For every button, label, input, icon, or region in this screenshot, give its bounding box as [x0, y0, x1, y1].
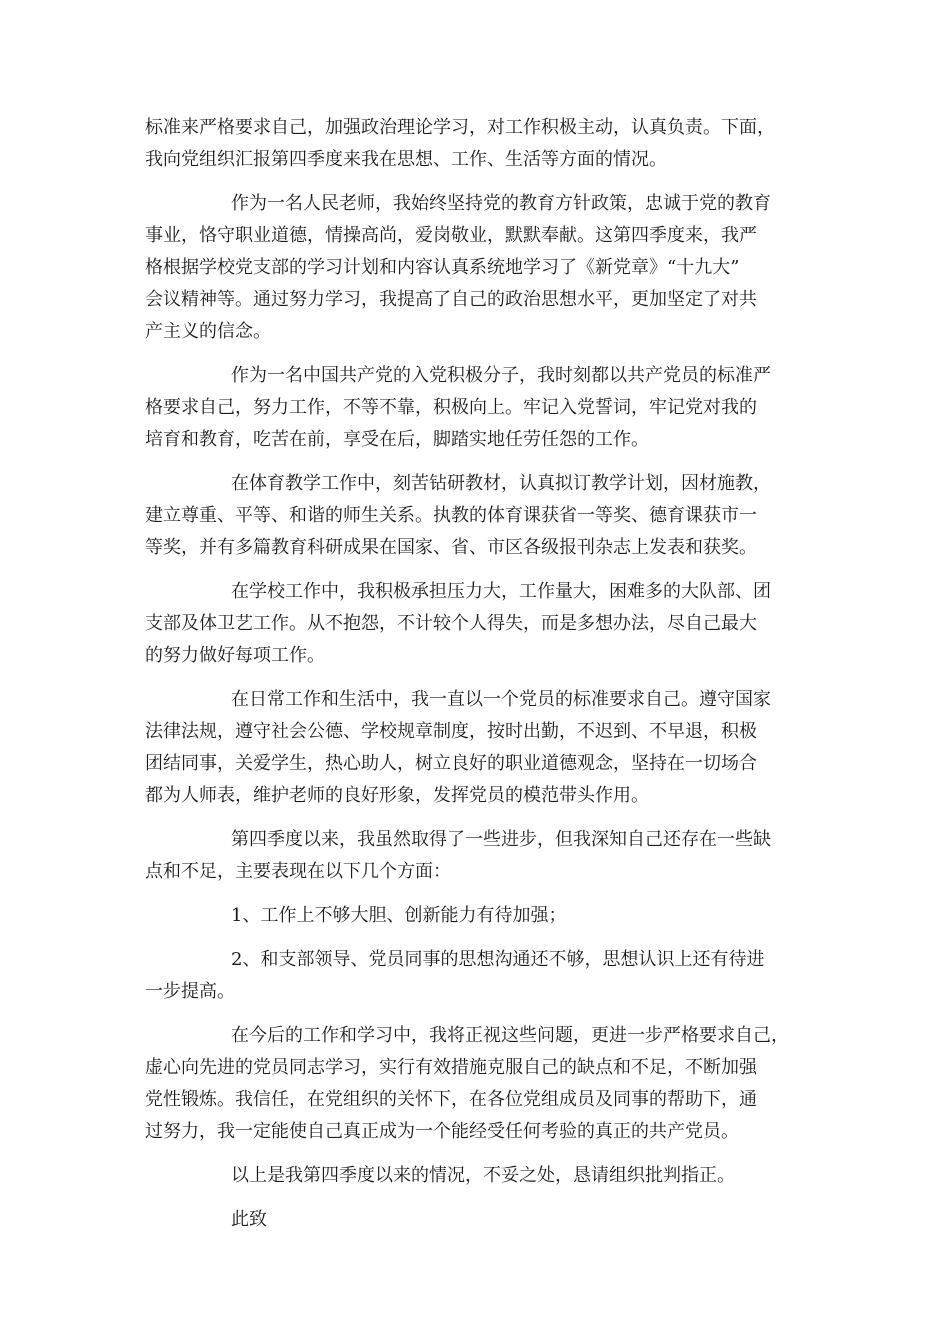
- text-line: 虚心向先进的党员同志学习，实行有效措施克服自己的缺点和不足，不断加强: [145, 1057, 757, 1078]
- text-line: 在今后的工作和学习中，我将正视这些问题，更进一步严格要求自己，: [231, 1025, 789, 1046]
- paragraph: [145, 1204, 835, 1236]
- paragraph: [145, 112, 835, 176]
- paragraph: [145, 360, 835, 456]
- text-line: 支部及体卫艺工作。从不抱怨，不计较个人得失，而是多想办法，尽自己最大: [145, 613, 757, 634]
- text-line: 团结同事，关爱学生，热心助人，树立良好的职业道德观念，坚持在一切场合: [145, 753, 757, 774]
- paragraph: [145, 900, 835, 932]
- text-line: 1、工作上不够大胆、创新能力有待加强；: [231, 905, 567, 926]
- text-line: 作为一名人民老师，我始终坚持党的教育方针政策，忠诚于党的教育: [231, 193, 771, 214]
- text-line: 的努力做好每项工作。: [145, 645, 325, 666]
- text-line: 此致: [231, 1209, 267, 1230]
- text-line: 事业，恪守职业道德，情操高尚，爱岗敬业，默默奉献。这第四季度来，我严: [145, 225, 757, 246]
- paragraph: [145, 576, 835, 672]
- paragraph: [145, 944, 835, 1008]
- text-line: 在日常工作和生活中，我一直以一个党员的标准要求自己。遵守国家: [231, 689, 771, 710]
- text-line: 点和不足，主要表现在以下几个方面：: [145, 861, 451, 882]
- text-line: 党性锻炼。我信任，在党组织的关怀下，在各位党组成员及同事的帮助下，通: [145, 1089, 757, 1110]
- text-line: 在体育教学工作中，刻苦钻研教材，认真拟订教学计划，因材施教，: [231, 473, 771, 494]
- text-line: 都为人师表，维护老师的良好形象，发挥党员的模范带头作用。: [145, 785, 649, 806]
- text-line: 以上是我第四季度以来的情况，不妥之处，恳请组织批判指正。: [231, 1165, 735, 1186]
- text-line: 我向党组织汇报第四季度来我在思想、工作、生活等方面的情况。: [145, 149, 667, 170]
- text-line: 一步提高。: [145, 981, 235, 1002]
- paragraph: [145, 1020, 835, 1148]
- text-line: 第四季度以来，我虽然取得了一些进步，但我深知自己还存在一些缺: [231, 829, 771, 850]
- text-line: 作为一名中国共产党的入党积极分子，我时刻都以共产党员的标准严: [231, 365, 771, 386]
- text-line: 产主义的信念。: [145, 321, 271, 342]
- text-line: 格根据学校党支部的学习计划和内容认真系统地学习了《新党章》“十九大”: [145, 257, 740, 278]
- text-line: 标准来严格要求自己，加强政治理论学习，对工作积极主动，认真负责。下面，: [145, 117, 775, 138]
- text-line: 会议精神等。通过努力学习，我提高了自己的政治思想水平，更加坚定了对共: [145, 289, 757, 310]
- text-line: 法律法规，遵守社会公德、学校规章制度，按时出勤，不迟到、不早退，积极: [145, 721, 757, 742]
- text-line: 过努力，我一定能使自己真正成为一个能经受任何考验的真正的共产党员。: [145, 1121, 739, 1142]
- text-line: 培育和教育，吃苦在前，享受在后，脚踏实地任劳任怨的工作。: [145, 429, 649, 450]
- text-line: 格要求自己，努力工作，不等不靠，积极向上。牢记入党誓词，牢记党对我的: [145, 397, 757, 418]
- document-body: [145, 112, 835, 1248]
- paragraph: [145, 1160, 835, 1192]
- paragraph: [145, 188, 835, 348]
- paragraph: [145, 468, 835, 564]
- paragraph: [145, 824, 835, 888]
- paragraph: [145, 684, 835, 812]
- text-line: 建立尊重、平等、和谐的师生关系。执教的体育课获省一等奖、德育课获市一: [145, 505, 757, 526]
- text-line: 在学校工作中，我积极承担压力大，工作量大，困难多的大队部、团: [231, 581, 771, 602]
- text-line: 等奖，并有多篇教育科研成果在国家、省、市区各级报刊杂志上发表和获奖。: [145, 537, 757, 558]
- text-line: 2、和支部领导、党员同事的思想沟通还不够，思想认识上还有待进: [231, 949, 765, 970]
